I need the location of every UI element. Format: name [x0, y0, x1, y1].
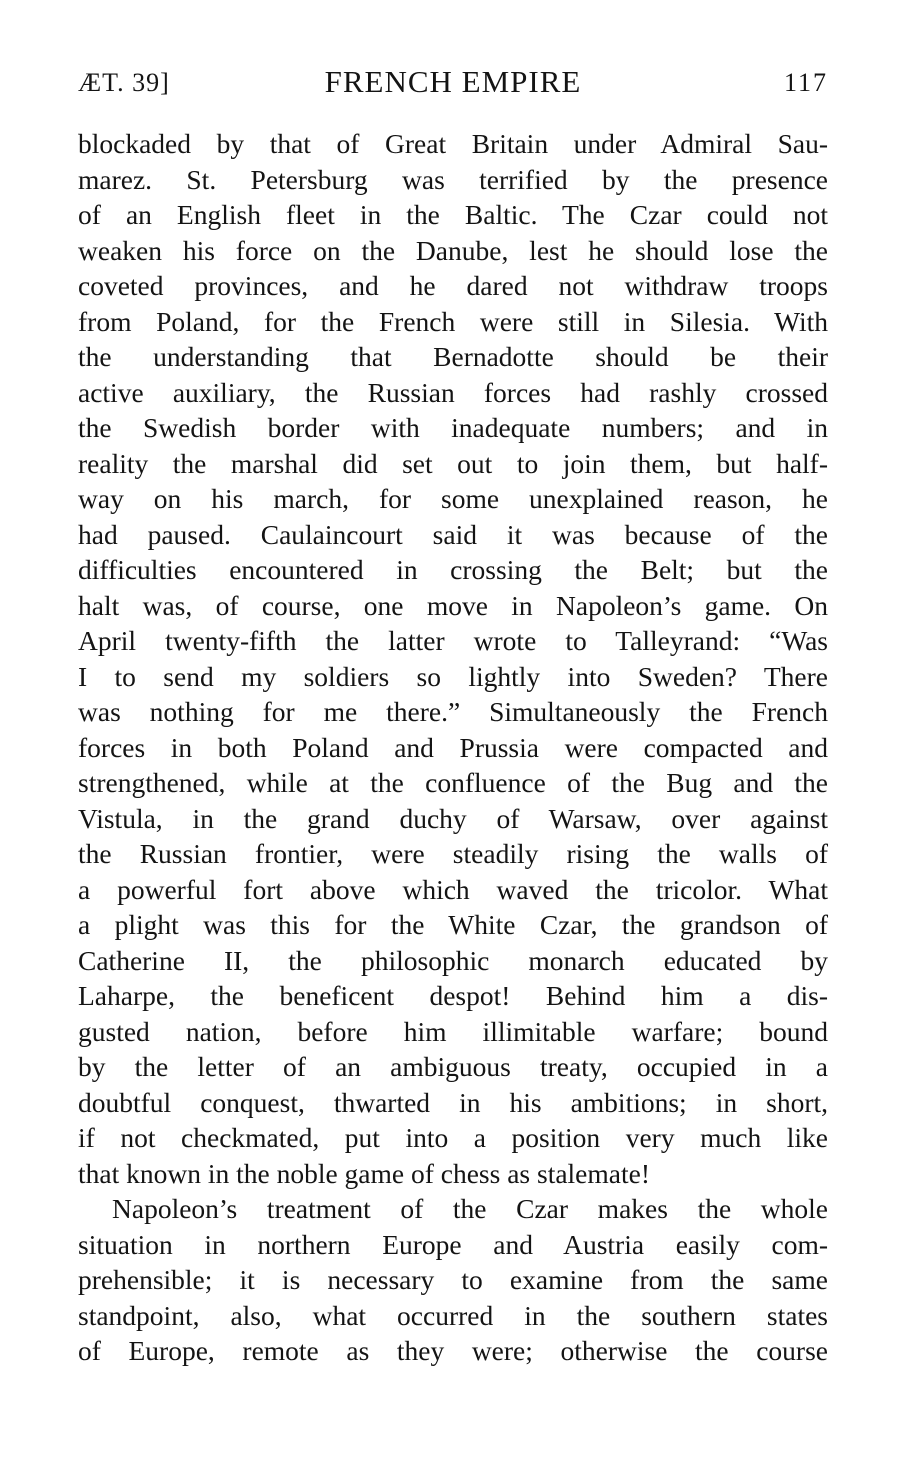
text-line: from Poland, for the French were still in Silesia. With — [78, 305, 828, 337]
text-line: standpoint, also, what occurred in the southern states — [78, 1299, 828, 1331]
text-line: prehensible; it is necessary to examine from the same — [78, 1264, 828, 1295]
paragraph-1 — [78, 126, 828, 1191]
text-line: was nothing for me there.” Simultaneously the French — [78, 696, 828, 727]
page-number: 117 — [783, 68, 828, 97]
text-line: gusted nation, before him illimitable warfare; bound — [78, 1015, 828, 1047]
text-line: of an English fleet in the Baltic. The Czar could not — [78, 199, 828, 230]
header-title: FRENCH EMPIRE — [324, 64, 582, 99]
text-line: blockaded by that of Great Britain under Admiral Sau- — [78, 128, 828, 159]
text-line: Napoleon’s treatment of the Czar makes the whole — [112, 1193, 828, 1224]
text-line: strengthened, while at the confluence of the Bug and the — [78, 767, 828, 798]
text-line: active auxiliary, the Russian forces had rashly crossed — [78, 376, 828, 408]
running-head — [78, 64, 828, 104]
text-line: reality the marshal did set out to join them, but half- — [78, 447, 828, 479]
text-line: coveted provinces, and he dared not withdraw troops — [78, 270, 828, 301]
text-line: Catherine II, the philosophic monarch educated by — [78, 944, 828, 976]
text-line: if not checkmated, put into a position very much like — [78, 1122, 828, 1153]
text-line: a powerful fort above which waved the tricolor. What — [78, 873, 828, 905]
body-text — [78, 126, 828, 1369]
text-line: way on his march, for some unexplained reason, he — [78, 483, 828, 514]
text-line: Laharpe, the beneficent despot! Behind him a dis- — [78, 980, 828, 1011]
text-line: halt was, of course, one move in Napoleon’s game. On — [78, 589, 828, 621]
text-line: doubtful conquest, thwarted in his ambitions; in short, — [78, 1086, 828, 1118]
text-line: Vistula, in the grand duchy of Warsaw, over against — [78, 802, 828, 834]
text-line: that known in the noble game of chess as stalemate! — [78, 1157, 650, 1189]
text-line: a plight was this for the White Czar, the grandson of — [78, 909, 828, 940]
text-line: I to send my soldiers so lightly into Sweden? There — [78, 660, 828, 692]
text-line: the understanding that Bernadotte should be their — [78, 341, 828, 372]
paragraph-2 — [78, 1191, 828, 1369]
text-line: weaken his force on the Danube, lest he should lose the — [78, 234, 828, 266]
text-line: had paused. Caulaincourt said it was because of the — [78, 518, 828, 550]
text-line: marez. St. Petersburg was terrified by the presence — [78, 163, 828, 195]
text-line: the Swedish border with inadequate numbers; and in — [78, 412, 828, 443]
text-line: of Europe, remote as they were; otherwise the course — [78, 1335, 828, 1366]
text-line: forces in both Poland and Prussia were compacted and — [78, 731, 828, 763]
text-line: the Russian frontier, were steadily rising the walls of — [78, 838, 828, 869]
text-line: by the letter of an ambiguous treaty, occupied in a — [78, 1051, 828, 1082]
text-line: situation in northern Europe and Austria easily com- — [78, 1228, 828, 1260]
text-line: April twenty-fifth the latter wrote to Talleyrand: “Was — [78, 625, 828, 656]
text-line: difficulties encountered in crossing the Belt; but the — [78, 554, 828, 585]
header-age-marker: ÆT. 39] — [78, 68, 170, 97]
